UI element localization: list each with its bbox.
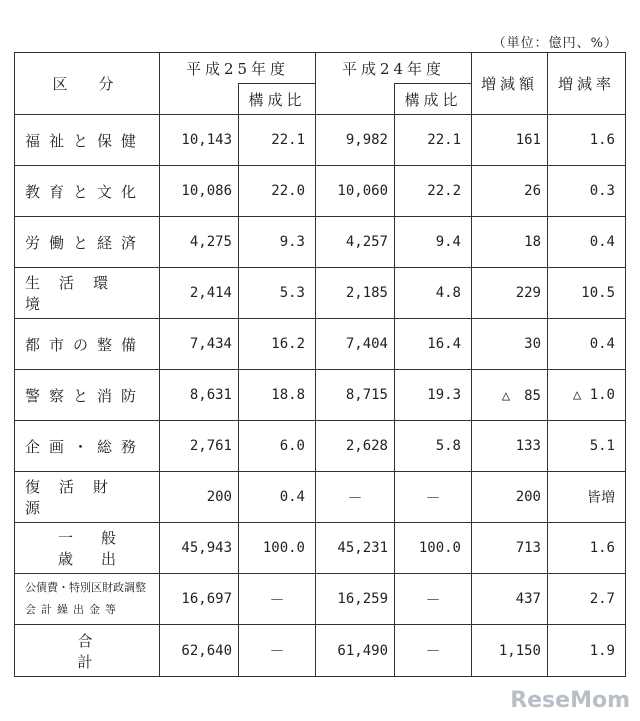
row-category: 警察と消防 xyxy=(15,370,160,421)
change-amount: 1,150 xyxy=(472,625,548,677)
table-row xyxy=(15,421,626,472)
change-amount: 229 xyxy=(472,268,548,319)
table-row xyxy=(15,574,626,625)
fy25-value: 16,697 xyxy=(160,574,239,625)
fy24-value: 8,715 xyxy=(316,370,395,421)
row-category: 合計 xyxy=(15,625,160,677)
fy25-ratio: 9.3 xyxy=(239,217,316,268)
fy25-value: 200 xyxy=(160,472,239,523)
header-fy25: 平成25年度 xyxy=(160,53,316,84)
table-row xyxy=(15,268,626,319)
fy24-ratio: － xyxy=(395,574,472,625)
change-rate: 0.4 xyxy=(548,217,626,268)
table-row xyxy=(15,472,626,523)
fy24-ratio: 100.0 xyxy=(395,523,472,574)
change-rate: 1.6 xyxy=(548,115,626,166)
change-amount: 30 xyxy=(472,319,548,370)
change-amount: 161 xyxy=(472,115,548,166)
row-category: 一般歳出 xyxy=(15,523,160,574)
change-amount: 437 xyxy=(472,574,548,625)
row-category: 生活環境 xyxy=(15,268,160,319)
fy24-value: 2,185 xyxy=(316,268,395,319)
fy25-ratio: 16.2 xyxy=(239,319,316,370)
fy25-value: 4,275 xyxy=(160,217,239,268)
row-category xyxy=(15,574,160,625)
change-rate: 2.7 xyxy=(548,574,626,625)
fy24-ratio: － xyxy=(395,472,472,523)
fy25-ratio: 22.0 xyxy=(239,166,316,217)
fy24-ratio: 22.2 xyxy=(395,166,472,217)
fy24-value: 7,404 xyxy=(316,319,395,370)
fy25-ratio: 5.3 xyxy=(239,268,316,319)
fy24-value: 9,982 xyxy=(316,115,395,166)
header-fy25-ratio: 構成比 xyxy=(239,84,316,115)
fy24-value: 2,628 xyxy=(316,421,395,472)
fy25-ratio: － xyxy=(239,625,316,677)
fy25-value: 2,414 xyxy=(160,268,239,319)
fy25-ratio: 18.8 xyxy=(239,370,316,421)
change-rate: △ 1.0 xyxy=(548,370,626,421)
table-row xyxy=(15,523,626,574)
fy24-value: 45,231 xyxy=(316,523,395,574)
change-amount: 713 xyxy=(472,523,548,574)
fy25-ratio: 6.0 xyxy=(239,421,316,472)
fy24-value: 16,259 xyxy=(316,574,395,625)
fy24-value: 4,257 xyxy=(316,217,395,268)
fy25-value: 10,143 xyxy=(160,115,239,166)
change-rate: 0.4 xyxy=(548,319,626,370)
fy24-value: 61,490 xyxy=(316,625,395,677)
change-rate: 0.3 xyxy=(548,166,626,217)
row-category: 労働と経済 xyxy=(15,217,160,268)
header-change-amount: 増減額 xyxy=(472,53,548,115)
fy24-ratio: 4.8 xyxy=(395,268,472,319)
fy24-ratio: 22.1 xyxy=(395,115,472,166)
change-amount: △ 85 xyxy=(472,370,548,421)
fy24-ratio: 19.3 xyxy=(395,370,472,421)
fy25-ratio: 100.0 xyxy=(239,523,316,574)
resemom-watermark: ReseMom xyxy=(510,688,630,713)
change-rate: 1.9 xyxy=(548,625,626,677)
change-amount: 200 xyxy=(472,472,548,523)
row-category: 企画・総務 xyxy=(15,421,160,472)
change-rate: 10.5 xyxy=(548,268,626,319)
header-row-1 xyxy=(15,53,626,84)
header-category: 区 分 xyxy=(15,53,160,115)
fy25-ratio: 22.1 xyxy=(239,115,316,166)
fy25-ratio: 0.4 xyxy=(239,472,316,523)
table-row xyxy=(15,370,626,421)
table-row xyxy=(15,115,626,166)
unit-note: （単位：億円、%） xyxy=(492,36,618,51)
change-rate: 皆増 xyxy=(548,472,626,523)
table-row xyxy=(15,217,626,268)
fy25-value: 2,761 xyxy=(160,421,239,472)
fy25-value: 10,086 xyxy=(160,166,239,217)
header-fy24-spacer xyxy=(316,84,395,115)
table-row-total xyxy=(15,625,626,677)
table-row xyxy=(15,166,626,217)
budget-table xyxy=(14,52,626,677)
row-category-line2: 会計繰出金等 xyxy=(25,603,121,616)
row-category: 都市の整備 xyxy=(15,319,160,370)
row-category: 教育と文化 xyxy=(15,166,160,217)
row-category: 復活財源 xyxy=(15,472,160,523)
table-row xyxy=(15,319,626,370)
change-rate: 1.6 xyxy=(548,523,626,574)
fy24-value: 10,060 xyxy=(316,166,395,217)
change-amount: 133 xyxy=(472,421,548,472)
fy24-ratio: 16.4 xyxy=(395,319,472,370)
fy24-ratio: 5.8 xyxy=(395,421,472,472)
header-fy25-spacer xyxy=(160,84,239,115)
fy25-value: 7,434 xyxy=(160,319,239,370)
row-category: 福祉と保健 xyxy=(15,115,160,166)
header-change-rate: 増減率 xyxy=(548,53,626,115)
fy25-value: 8,631 xyxy=(160,370,239,421)
header-fy24-ratio: 構成比 xyxy=(395,84,472,115)
fy25-ratio: － xyxy=(239,574,316,625)
fy24-ratio: － xyxy=(395,625,472,677)
fy24-ratio: 9.4 xyxy=(395,217,472,268)
fy25-value: 62,640 xyxy=(160,625,239,677)
change-amount: 26 xyxy=(472,166,548,217)
header-fy24: 平成24年度 xyxy=(316,53,472,84)
change-amount: 18 xyxy=(472,217,548,268)
row-category-line1: 公債費・特別区財政調整 xyxy=(25,581,146,594)
fy25-value: 45,943 xyxy=(160,523,239,574)
fy24-value: － xyxy=(316,472,395,523)
change-rate: 5.1 xyxy=(548,421,626,472)
